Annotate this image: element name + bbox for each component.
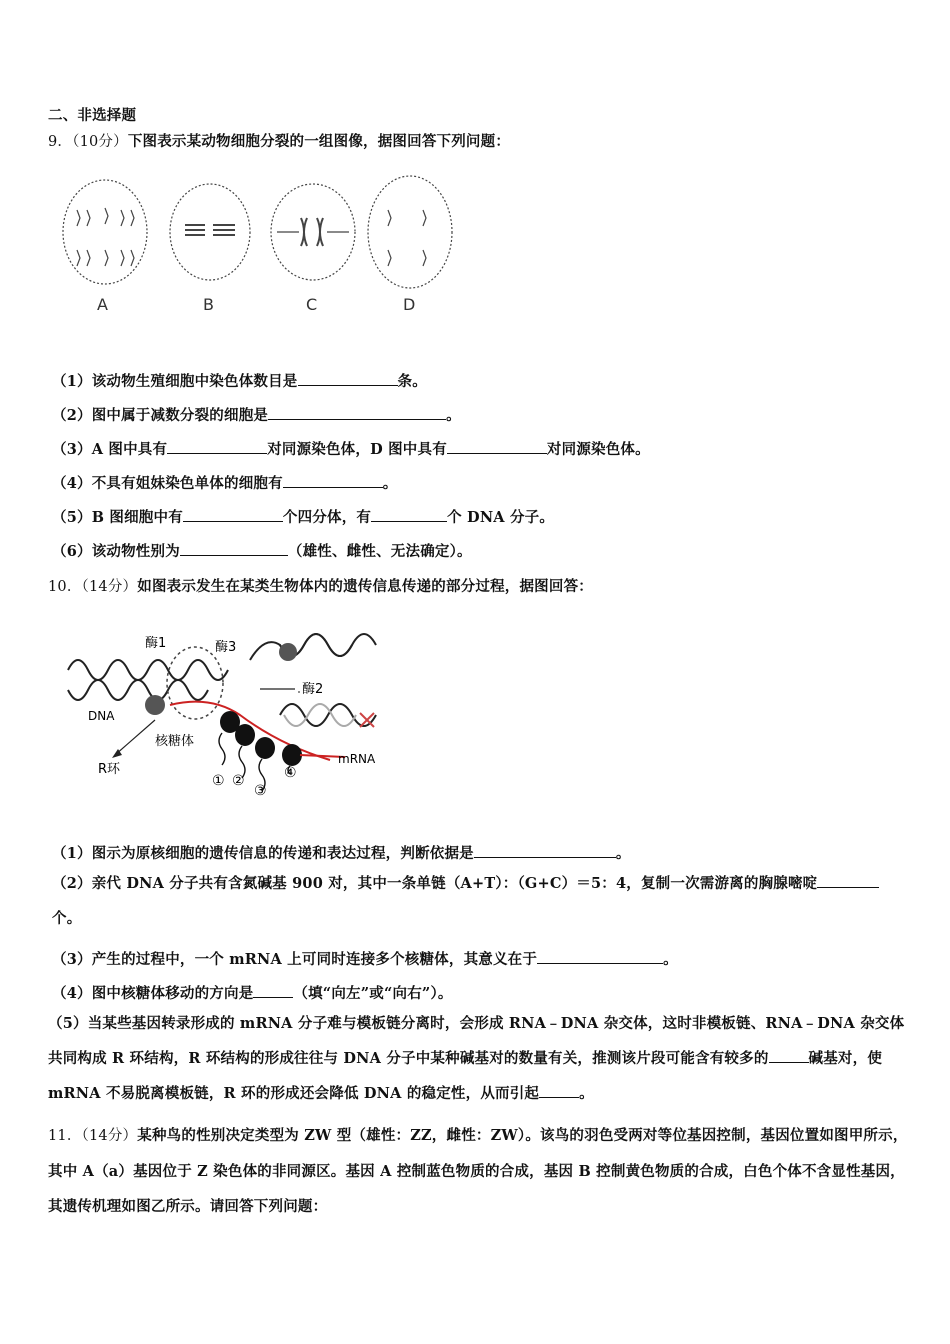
q9-stem-line: [48, 130, 510, 151]
gene-expression-figure: [60, 625, 390, 805]
answer-blank[interactable]: [447, 439, 547, 454]
q9-stem: 下图表示某动物细胞分裂的一组图像，据图回答下列问题：: [127, 133, 511, 150]
ribosomes: [220, 711, 302, 766]
answer-blank[interactable]: [817, 873, 879, 888]
cell-d: [368, 176, 452, 288]
answer-blank[interactable]: [183, 507, 283, 522]
q10-item-5: （5）当某些基因转录形成的 mRNA 分子难与模板链分离时，会形成 RNA﹣DNA 杂交体，这时非模板链、RNA﹣DNA 杂交体共同构成 R 环结构，R 环结构的形成往往与 DNA 分子中某种碱基对的数量有关，推测该片段可能含有较多的 碱基对，使 mRNA 不易脱离模板链，R 环的形成还会降低 DNA 的稳定性，从而引起 。: [48, 1015, 905, 1102]
enzyme3-blob: [279, 643, 297, 661]
fig-label-b: B: [203, 295, 214, 314]
answer-blank[interactable]: [253, 983, 293, 998]
q10-item-1: （1）图示为原核细胞的遗传信息的传递和表达过程，判断依据是 。: [52, 845, 631, 862]
answer-blank[interactable]: [539, 1083, 579, 1098]
q10-stem: 如图表示发生在某类生物体内的遗传信息传递的部分过程，据图回答：: [137, 578, 593, 595]
circle-4: ④: [284, 765, 297, 781]
enzyme1-blob: [145, 695, 165, 715]
label-mrna: mRNA: [338, 752, 376, 766]
section-heading: 二、非选择题: [48, 107, 137, 124]
answer-blank[interactable]: [180, 541, 288, 556]
fig-label-d: D: [403, 295, 416, 314]
answer-blank[interactable]: [769, 1048, 809, 1063]
answer-blank[interactable]: [298, 371, 398, 386]
dna-strand-1: [68, 660, 228, 680]
cell-b: [170, 184, 250, 280]
q9-item-2: （2）图中属于减数分裂的细胞是 。: [52, 407, 461, 424]
q11-stem: 某种鸟的性别决定类型为 ZW 型（雄性：ZZ，雌性：ZW）。该鸟的羽色受两对等位基因控制，基因位置如图甲所示，其中 A（a）基因位于 Z 染色体的非同源区。基因 A 控制蓝色物质的合成，基因 B 控制黄色物质的合成，白色个体不含显性基因，其遗传机理如图乙所示。请回答下列问题：: [48, 1127, 908, 1215]
r-loop-circle: [167, 647, 223, 719]
q10-item-2: （2）亲代 DNA 分子共有含氮碱基 900 对，其中一条单链（A+T）：（G+C）＝5：4，复制一次需游离的胸腺嘧啶个。: [52, 866, 904, 936]
circle-2: ②: [232, 773, 245, 789]
q9-number: 9．（10分）: [48, 134, 128, 150]
answer-blank[interactable]: [167, 439, 267, 454]
fig-label-c: C: [306, 295, 318, 314]
q10-item-3: （3）产生的过程中，一个 mRNA 上可同时连接多个核糖体，其意义在于 。: [52, 951, 678, 968]
fig-label-a: A: [97, 295, 108, 314]
q10-item-4: （4）图中核糖体移动的方向是 （填“向左”或“向右”）。: [52, 985, 453, 1002]
answer-blank[interactable]: [283, 473, 383, 488]
q9-item-4: （4）不具有姐妹染色单体的细胞有 。: [52, 475, 398, 492]
answer-blank[interactable]: [537, 949, 663, 964]
label-ribosome: 核糖体: [155, 734, 195, 749]
label-rloop: R环: [98, 762, 121, 777]
circle-3: ③: [254, 783, 267, 799]
q9-item-1: （1）该动物生殖细胞中染色体数目是 条。: [52, 373, 427, 390]
q11-number: 11．（14分）: [48, 1128, 138, 1144]
cell-division-figure: [55, 170, 475, 320]
answer-blank[interactable]: [474, 843, 616, 858]
cell-c: [271, 184, 355, 280]
q9-item-5: （5）B 图细胞中有 个四分体，有 个 DNA 分子。: [52, 509, 555, 526]
answer-blank[interactable]: [371, 507, 447, 522]
q10-number: 10．（14分）: [48, 579, 138, 595]
label-enzyme3: 酶3: [215, 640, 237, 655]
label-dna: DNA: [88, 709, 115, 723]
q9-item-3: （3）A 图中具有 对同源染色体，D 图中具有 对同源染色体。: [52, 441, 650, 458]
q11-stem-block: [48, 1118, 908, 1224]
answer-blank[interactable]: [268, 405, 446, 420]
circle-1: ①: [212, 773, 225, 789]
label-enzyme2: 酶2: [302, 682, 324, 697]
dna-upper-branch: [250, 634, 376, 660]
label-enzyme1: 酶1: [145, 636, 167, 651]
q10-stem-line: [48, 575, 593, 596]
q9-item-6: （6）该动物性别为 （雄性、雌性、无法确定）。: [52, 543, 472, 560]
dna-strand-2: [68, 680, 208, 700]
cell-a: [63, 180, 147, 284]
